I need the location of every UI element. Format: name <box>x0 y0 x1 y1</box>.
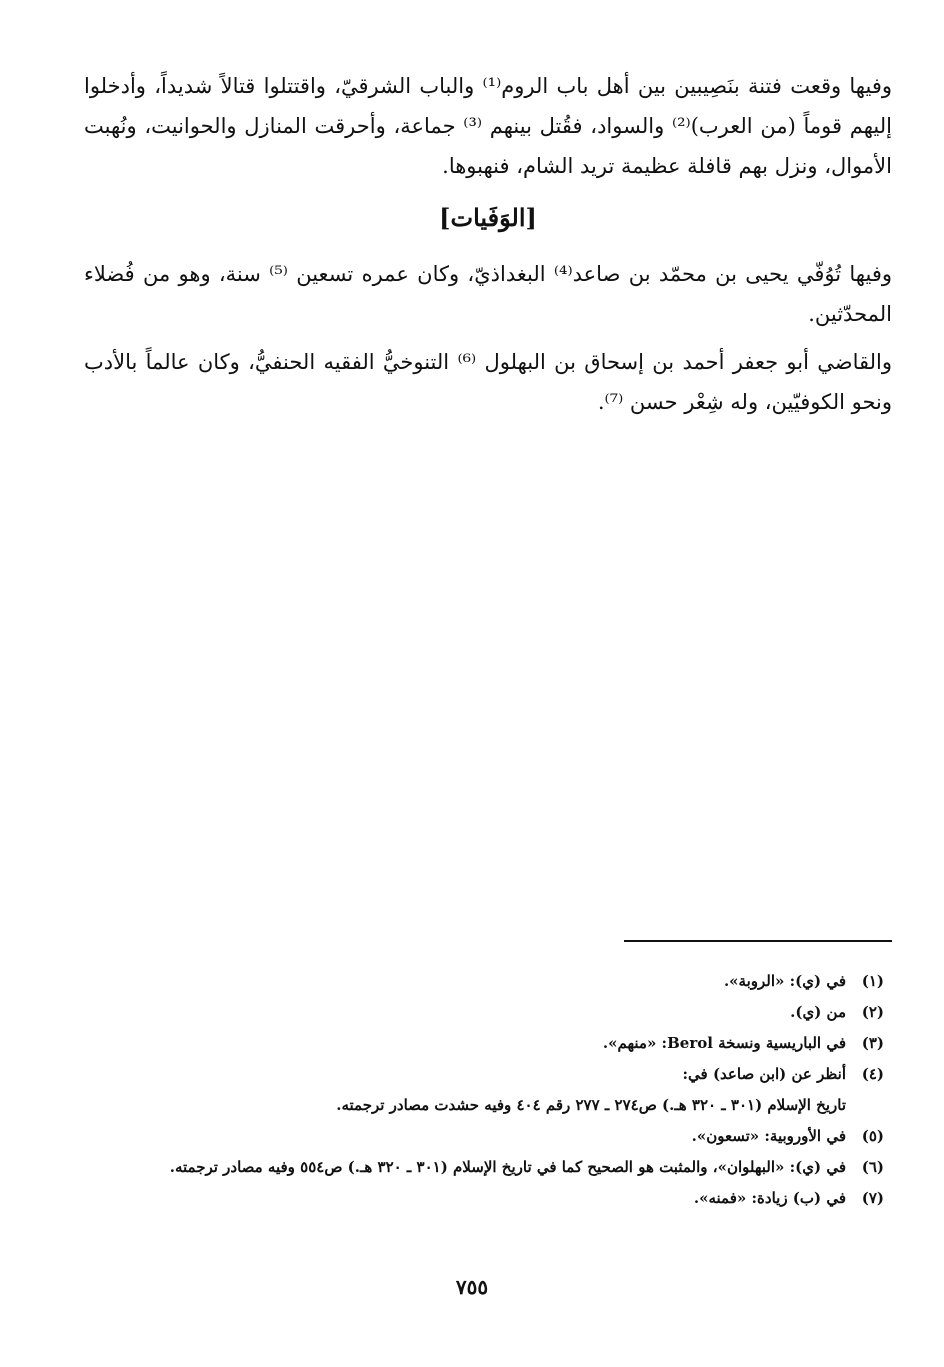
footnote-number: (٢) <box>861 1003 884 1021</box>
footnote-text: في (ي): «البهلوان»، والمثبت هو الصحيح كما في تاريخ الإسلام (٣٠١ ـ ٣٢٠ هـ.) ص٥٥٤ وفيه مصادر ترجمته. <box>169 1158 846 1176</box>
footnote-text: من (ي). <box>790 1003 846 1021</box>
footnote-text: في الباريسية ونسخة Berol: «منهم». <box>602 1034 846 1052</box>
footnote-number: (٤) <box>861 1065 884 1083</box>
footnote-text: في (ب) زيادة: «فمنه». <box>693 1189 846 1207</box>
paragraph-qadi: والقاضي أبو جعفر أحمد بن إسحاق بن البهلول ⁽⁶⁾ التنوخيُّ الفقيه الحنفيُّ، وكان عالماً بالأدب ونحو الكوفيّين، وله شِعْر حسن ⁽⁷⁾. <box>84 350 892 414</box>
footnote-text: تاريخ الإسلام (٣٠١ ـ ٣٢٠ هـ.) ص٢٧٤ ـ ٢٧٧ رقم ٤٠٤ وفيه حشدت مصادر ترجمته. <box>336 1096 846 1114</box>
paragraph-yahya: وفيها تُوُفّي يحيى بن محمّد بن صاعد⁽⁴⁾ البغداذيّ، وكان عمره تسعين ⁽⁵⁾ سنة، وهو من فُضلاء المحدّثين. <box>84 262 892 326</box>
footnote-number: (٣) <box>861 1034 884 1052</box>
section-heading-wafayat: [الوَفَيات] <box>439 203 537 232</box>
footnote-text: أنظر عن (ابن صاعد) في: <box>682 1065 846 1083</box>
footnote-text: في الأوروبية: «تسعون». <box>691 1127 846 1145</box>
paragraph-fitna: وفيها وقعت فتنة بنَصِيبين بين أهل باب الروم⁽¹⁾ والباب الشرقيّ، واقتتلوا قتالاً شديداً، وأدخلوا إليهم قوماً (من العرب)⁽²⁾ والسواد، فقُتل بينهم ⁽³⁾ جماعة، وأحرقت المنازل والحوانيت، ونُهبت الأموال، ونزل بهم قافلة عظيمة تريد الشام، فنهبوها. <box>84 74 893 178</box>
footnote-divider <box>624 940 892 942</box>
footnote-number: (١) <box>861 972 884 990</box>
footnote-continuation <box>84 1090 884 1121</box>
footnote <box>84 1121 884 1152</box>
footnote <box>84 1059 884 1090</box>
footnotes <box>84 966 884 1214</box>
footnote <box>84 1152 884 1183</box>
footnote <box>84 997 884 1028</box>
footnote-number: (٦) <box>861 1158 884 1176</box>
footnote-text: في (ي): «الروبة». <box>723 972 846 990</box>
footnote-number: (٥) <box>861 1127 884 1145</box>
footnote <box>84 966 884 997</box>
page-number: ٧٥٥ <box>455 1275 489 1299</box>
footnote-number: (٧) <box>861 1189 884 1207</box>
footnote <box>84 1028 884 1059</box>
footnote <box>84 1183 884 1214</box>
